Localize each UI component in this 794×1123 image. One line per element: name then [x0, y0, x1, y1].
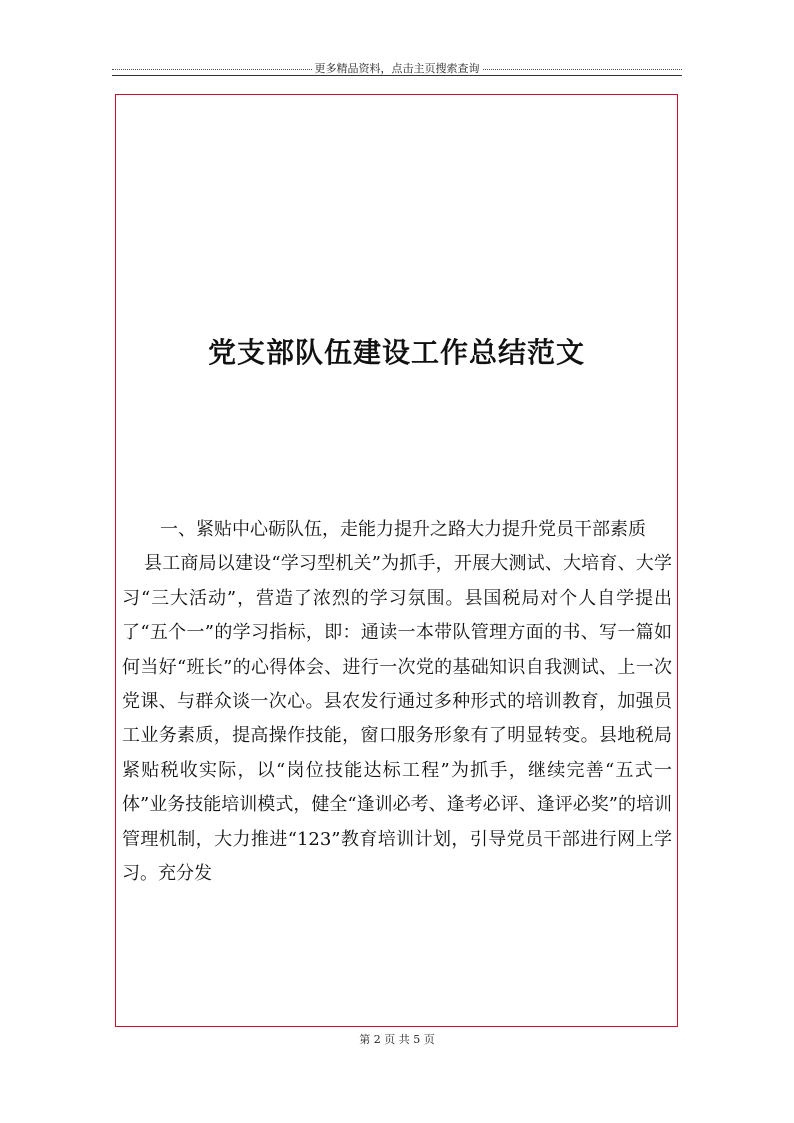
section-heading-paragraph: 一、紧贴中心砺队伍，走能力提升之路大力提升党员干部素质: [160, 519, 646, 540]
body-paragraph: 县工商局以建设“学习型机关”为抓手，开展大测试、大培育、大学习“三大活动”，营造了浓烈的学习氛围。县国税局对个人自学提出了“五个一”的学习指标，即：通读一本带队管理方面的书、写一篇如何当好“班长”的心得体会、进行一次党的基础知识自我测试、上一次党课、与群众谈一次心。县农发行通过多种形式的培训教育，加强员工业务素质，提高操作技能，窗口服务形象有了明显转变。县地税局紧贴税收实际，以“岗位技能达标工程”为抓手，继续完善“五式一体”业务技能培训模式，健全“逢训必考、逢考必评、逢评必奖”的培训管理机制，大力推进“123”教育培训计划，引导党员干部进行网上学习。充分发: [122, 553, 672, 885]
page-header: [112, 58, 682, 76]
header-text: 更多精品资料，点击主页搜索查询: [312, 62, 483, 75]
document-body: [122, 513, 672, 891]
document-title: 党支部队伍建设工作总结范文: [207, 336, 585, 369]
page-frame: [115, 94, 678, 1027]
page-number: 第 2 页 共 5 页: [359, 1033, 435, 1046]
header-rule: [112, 75, 682, 76]
